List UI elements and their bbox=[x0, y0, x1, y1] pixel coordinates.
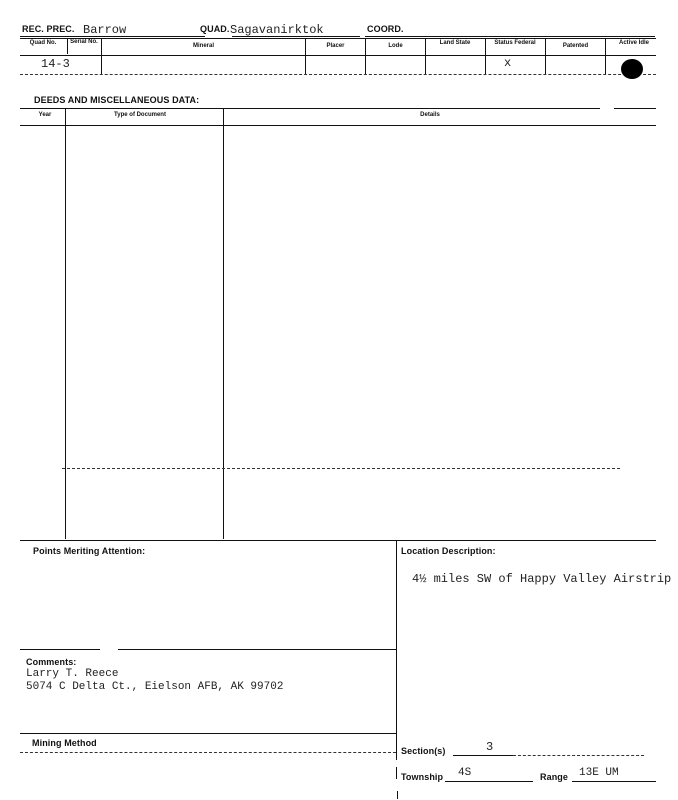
range-value: 13E UM bbox=[579, 767, 619, 779]
section-value: 3 bbox=[486, 740, 494, 754]
col-header-mineral: Mineral bbox=[192, 43, 214, 49]
deeds-rule-top-b bbox=[614, 108, 656, 109]
township-value: 4S bbox=[458, 767, 472, 779]
location-description-label: Location Description: bbox=[401, 546, 496, 556]
col-header-land-state: Land State bbox=[439, 40, 471, 46]
township-underline bbox=[445, 781, 533, 782]
coord-label: COORD. bbox=[367, 24, 404, 34]
col-header-quad-no: Quad No. bbox=[29, 40, 57, 46]
col-sep-patented bbox=[605, 38, 606, 74]
deeds-bottom-rule bbox=[20, 540, 656, 541]
location-description-value: 4½ miles SW of Happy Valley Airstrip bbox=[412, 572, 672, 586]
comments-label: Comments: bbox=[26, 657, 77, 667]
comments-line-1: Larry T. Reece bbox=[26, 668, 119, 680]
rec-prec-value: Barrow bbox=[83, 23, 127, 37]
bottom-tick bbox=[397, 791, 398, 799]
claim-table-bottom-rule bbox=[20, 74, 656, 75]
col-header-details: Details bbox=[420, 112, 440, 118]
deeds-section-title: DEEDS AND MISCELLANEOUS DATA: bbox=[34, 95, 200, 105]
deeds-faint-rule bbox=[62, 468, 620, 469]
rec-prec-label: REC. PREC. bbox=[22, 24, 75, 34]
quad-label: QUAD. bbox=[200, 24, 230, 34]
claim-table-header-rule bbox=[20, 55, 656, 56]
col-sep-lode bbox=[425, 38, 426, 74]
points-meriting-attention-label: Points Meriting Attention: bbox=[33, 546, 146, 556]
quad-no-value: 14-3 bbox=[41, 57, 70, 71]
range-underline bbox=[572, 781, 656, 782]
township-label: Township bbox=[401, 772, 444, 782]
col-header-active-idle: Active Idle bbox=[618, 40, 649, 46]
active-status-dot bbox=[621, 59, 643, 79]
comments-top-rule-b bbox=[118, 649, 396, 650]
deeds-header-rule bbox=[20, 125, 656, 126]
comments-line-2: 5074 C Delta Ct., Eielson AFB, AK 99702 bbox=[26, 681, 284, 693]
col-header-status-federal: Status Federal bbox=[494, 40, 536, 46]
header-underline-1 bbox=[20, 36, 205, 37]
deeds-col-sep-type bbox=[223, 109, 224, 539]
lower-divider bbox=[396, 540, 397, 760]
header-underline-2 bbox=[232, 36, 360, 37]
deeds-col-sep-year bbox=[65, 109, 66, 539]
section-underline bbox=[453, 755, 513, 756]
col-header-year: Year bbox=[38, 112, 52, 118]
col-sep-land bbox=[485, 38, 486, 74]
mining-method-bottom-rule bbox=[20, 752, 396, 753]
comments-top-rule-a bbox=[20, 649, 100, 650]
lower-divider-stub bbox=[396, 767, 397, 779]
col-header-patented: Patented bbox=[562, 43, 589, 49]
claim-table-top-rule bbox=[20, 38, 656, 39]
quad-value: Sagavanirktok bbox=[230, 23, 324, 37]
header-underline-3 bbox=[365, 36, 655, 37]
section-label: Section(s) bbox=[401, 746, 446, 756]
col-header-placer: Placer bbox=[326, 43, 345, 49]
deeds-rule-top-a bbox=[20, 108, 600, 109]
range-label: Range bbox=[540, 772, 569, 782]
status-federal-mark: x bbox=[504, 56, 512, 70]
col-header-lode: Lode bbox=[388, 43, 403, 49]
section-underline-trail bbox=[513, 755, 644, 756]
mining-method-label: Mining Method bbox=[32, 738, 97, 748]
col-header-serial-no: Serial No. bbox=[70, 39, 98, 45]
col-header-type-of-document: Type of Document bbox=[114, 112, 166, 118]
mining-method-top-rule bbox=[20, 733, 396, 734]
